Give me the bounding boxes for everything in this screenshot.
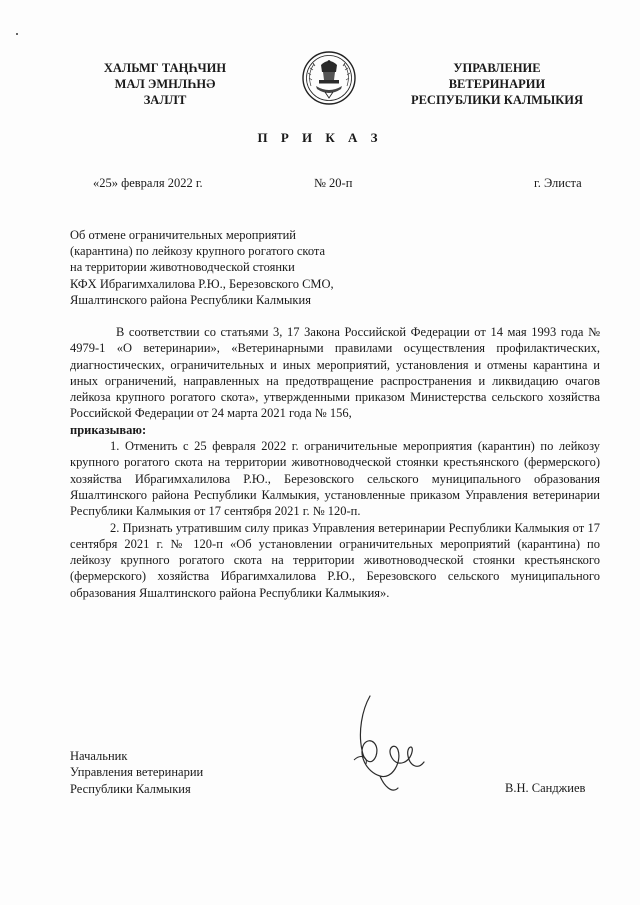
signer-title-line: Республики Калмыкия xyxy=(70,781,191,796)
signer-name: В.Н. Санджиев xyxy=(505,781,586,795)
order-item-1: 1. Отменить с 25 февраля 2022 г. ограничительные мероприятия (карантин) по лейкозу крупного рогатого скота на территории животноводческой стоянки крестьянского (фермерского) хозяйства Ибрагимхалилова Р.Ю., Березовского сельского муниципального образования Яшалтинского района Республики Калмыкия, установленные приказом Управления ветеринарии Республики Калмыкия от 17 сентября 2021 г. № 120-п. xyxy=(70,439,600,519)
signer-block xyxy=(70,748,203,797)
header-left-line: ХАЛЬМГ ТАҢҺЧИН xyxy=(103,61,227,75)
coat-of-arms-kalmykia-icon xyxy=(301,50,357,106)
order-body xyxy=(70,324,600,601)
subject-line: на территории животноводческой стоянки xyxy=(70,260,295,275)
handwritten-signature xyxy=(340,692,450,800)
header-right-line: РЕСПУБЛИКИ КАЛМЫКИЯ xyxy=(410,93,584,107)
document-title: П Р И К А З xyxy=(257,130,383,145)
preamble-paragraph: В соответствии со статьями 3, 17 Закона Российской Федерации от 14 мая 1993 года № 4979-1 «О ветеринарии», «Ветеринарными правилами осуществления профилактических, диагностических, ограничительных и иных мероприятий, установления и отмены карантина и иных ограничений, направленных на предотвращение распространения и ликвидацию очагов лейкоза крупного рогатого скота», утвержденными приказом Министерства сельского хозяйства Российской Федерации от 24 марта 2021 года № 156, xyxy=(70,325,600,421)
order-item-2: 2. Признать утратившим силу приказ Управления ветеринарии Республики Калмыкия от 17 сентября 2021 г. № 120-п «Об установлении ограничительных мероприятий (карантина) по лейкозу крупного рогатого скота на территории животноводческой стоянки крестьянского (фермерского) хозяйства Ибрагимхалилова Р.Ю., Березовского сельского муниципального образования Яшалтинского района Республики Калмыкия». xyxy=(70,520,600,600)
signer-title-line: Управления ветеринарии xyxy=(70,765,204,780)
subject-line: Яшалтинского района Республики Калмыкия xyxy=(70,292,311,307)
order-word: приказываю: xyxy=(70,422,147,437)
header-right-line: УПРАВЛЕНИЕ xyxy=(453,61,541,75)
header-left-line: МАЛ ЭМНЛҺНӘ xyxy=(114,77,216,91)
header-left-kalmyk xyxy=(70,60,260,108)
subject-line: (карантина) по лейкозу крупного рогатого скота xyxy=(70,244,326,259)
signer-title-line: Начальник xyxy=(70,749,128,763)
subject-line: Об отмене ограничительных мероприятий xyxy=(70,228,297,242)
header-right-russian xyxy=(392,60,602,108)
header-left-line: ЗАЛЛТ xyxy=(143,93,187,107)
order-number: № 20-п xyxy=(314,176,353,190)
order-subject xyxy=(70,227,390,308)
subject-line: КФХ Ибрагимхалилова Р.Ю., Березовского СМО, xyxy=(70,276,334,291)
scan-speck xyxy=(16,33,18,35)
order-date: «25» февраля 2022 г. xyxy=(93,176,203,190)
header-right-line: ВЕТЕРИНАРИИ xyxy=(448,77,546,91)
order-city: г. Элиста xyxy=(534,176,582,190)
